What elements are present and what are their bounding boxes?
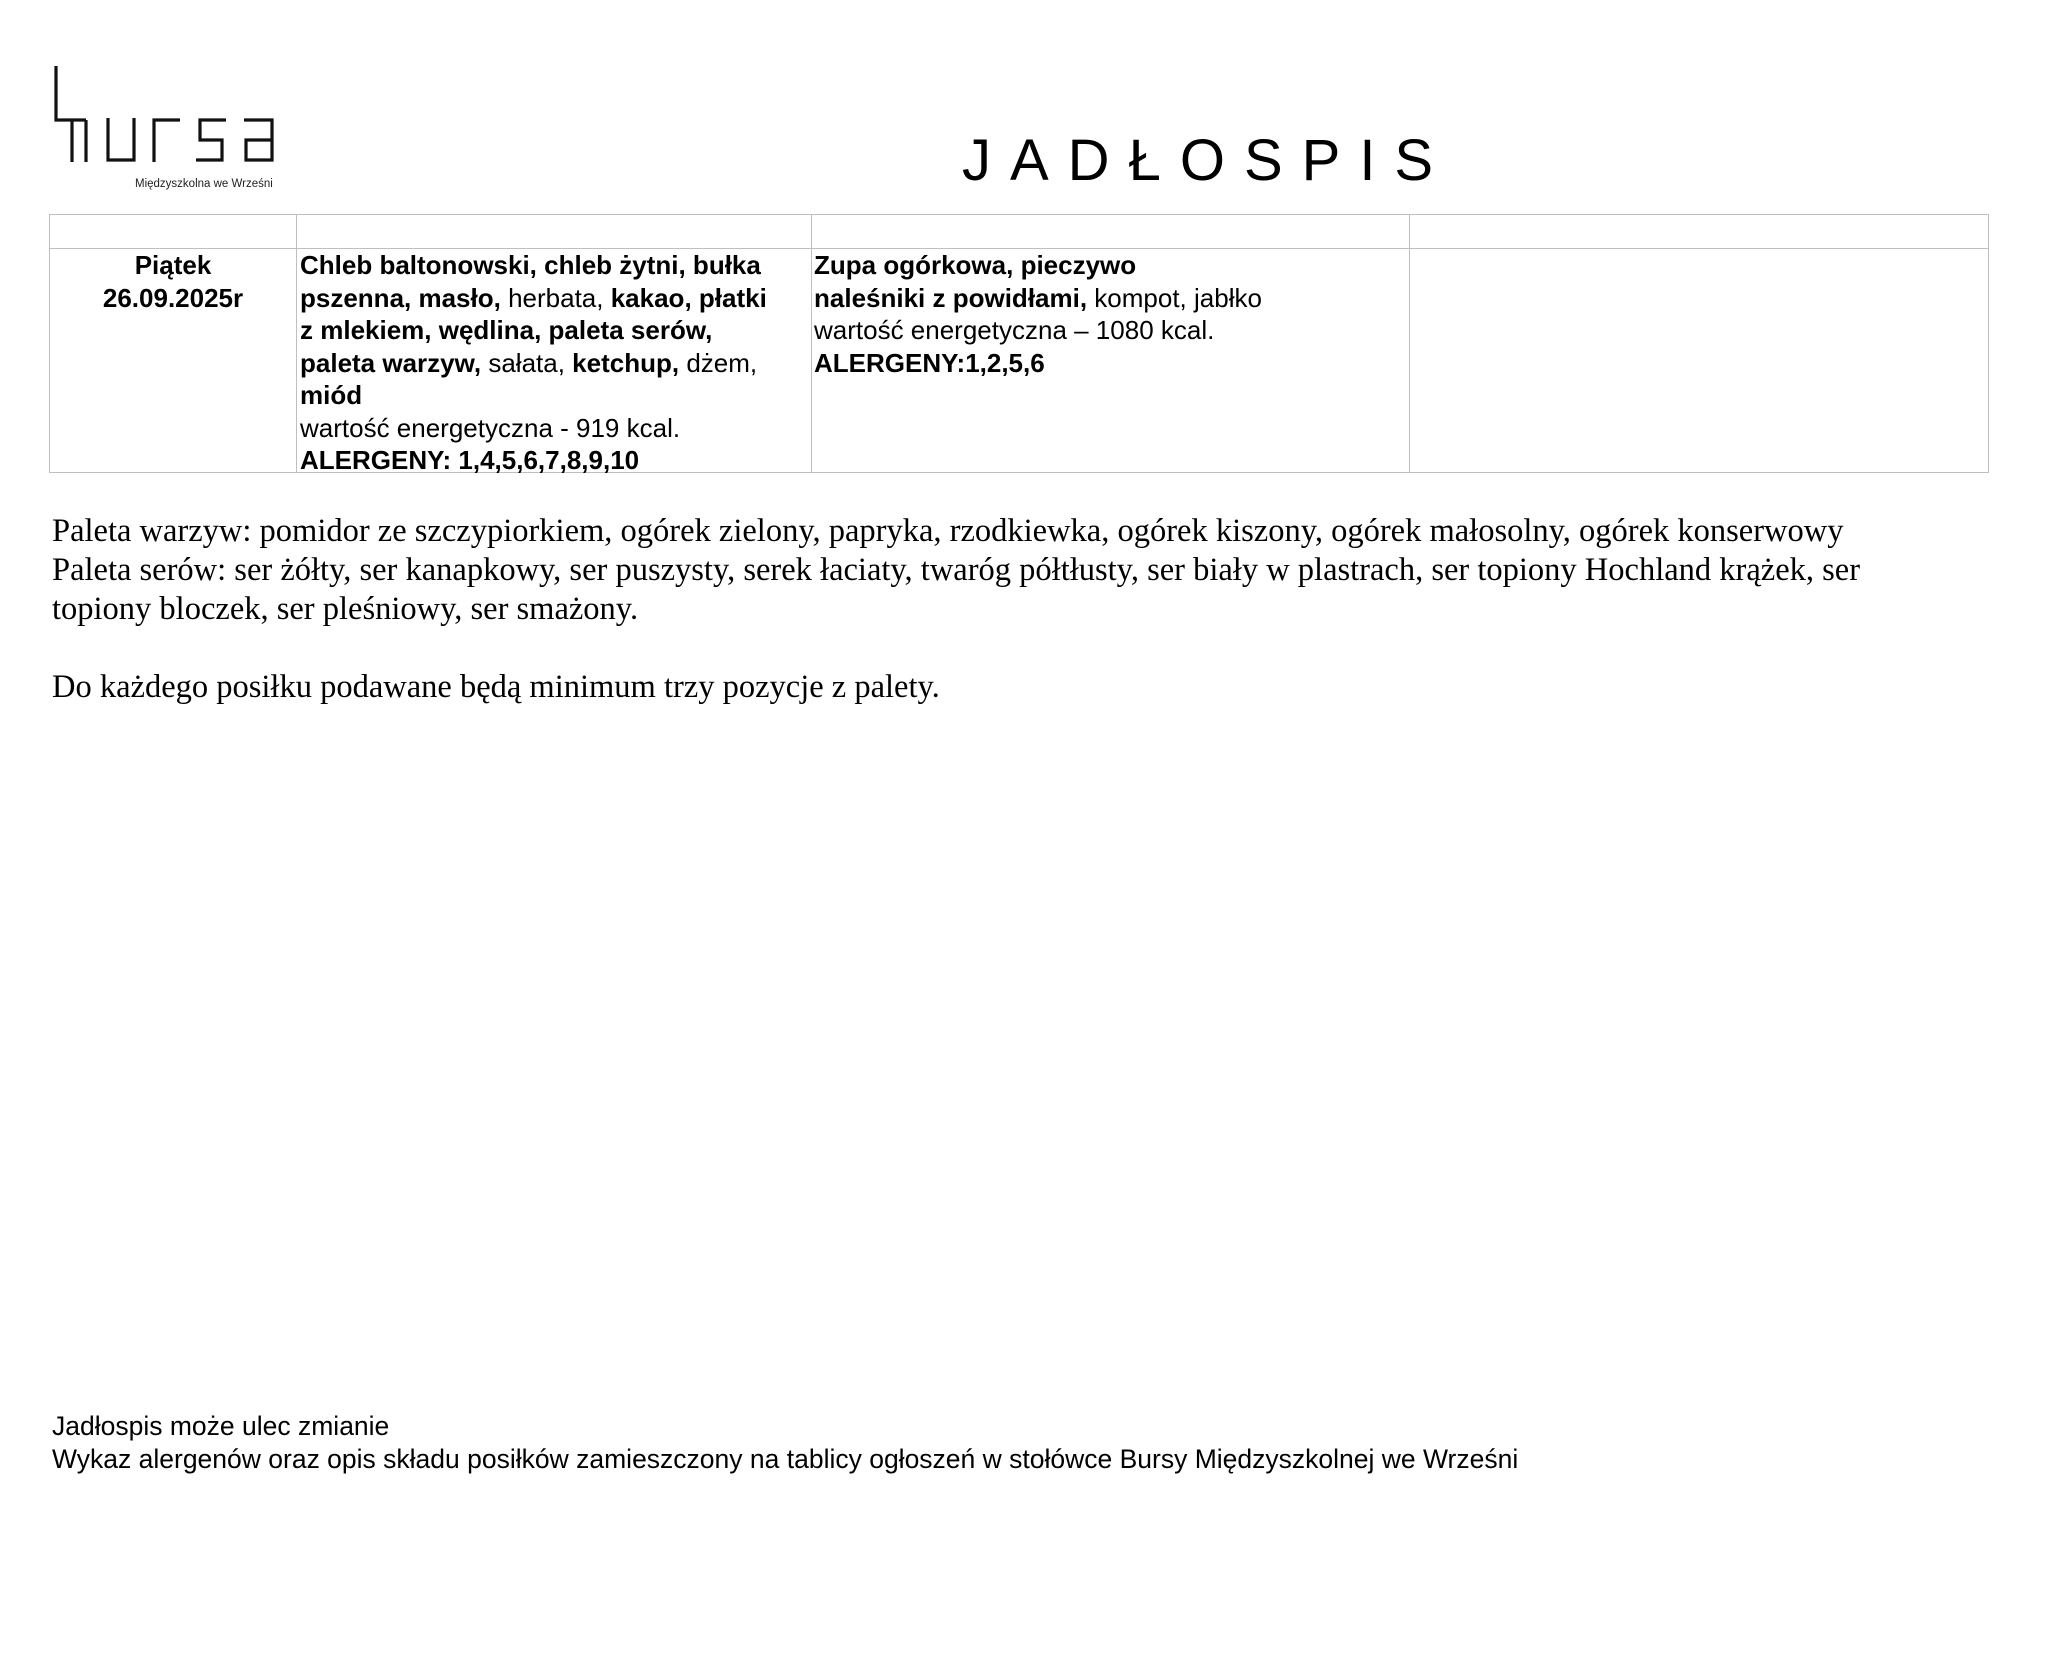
cheese-palette-note: Paleta serów: ser żółty, ser kanapkowy, ser puszysty, serek łaciaty, twaróg półtłusty, ser biały w plastrach, ser topiony Hochland krążek, ser (52, 552, 1861, 588)
breakfast-item-bold: paleta warzyw, (300, 347, 489, 378)
logo-caption: Międzyszkolna we Wrześni (135, 178, 273, 190)
spacer (52, 629, 1992, 668)
breakfast-cell (300, 249, 815, 477)
cheese-palette-note-cont: topiony bloczek, ser pleśniowy, ser smażony. (52, 591, 639, 627)
dinner-allergens: ALERGENY:1,2,5,6 (814, 347, 1045, 378)
table-top-row (50, 215, 1988, 249)
bursa-logo (50, 62, 312, 200)
breakfast-line: z mlekiem, wędlina, paleta serów, (300, 315, 713, 345)
footer-allergen-note: Wykaz alergenów oraz opis składu posiłków zamieszczony na tablicy ogłoszeń w stołówce Bursy Międzyszkolnej we Wrześni (52, 1443, 1519, 1474)
day-name: Piątek (134, 250, 212, 280)
breakfast-item-bold: ketchup, (572, 347, 687, 378)
vegetable-palette-note: Paleta warzyw: pomidor ze szczypiorkiem, ogórek zielony, papryka, rzodkiewka, ogórek kiszony, ogórek małosolny, ogórek konserwowy (52, 513, 1844, 549)
breakfast-line: Chleb baltonowski, chleb żytni, bułka (300, 250, 761, 280)
breakfast-item-bold: kakao, płatki (610, 282, 767, 313)
dinner-item-bold: naleśniki z powidłami, (814, 282, 1095, 313)
day-date: 26.09.2025r (102, 282, 244, 313)
dinner-line: Zupa ogórkowa, pieczywo (814, 250, 1137, 280)
column-divider (296, 215, 297, 472)
page-title: JADŁOSPIS (962, 128, 1453, 193)
breakfast-item: sałata, (488, 347, 573, 378)
breakfast-item: dżem, (686, 347, 758, 378)
day-cell (50, 249, 296, 314)
footer-change-note: Jadłospis może ulec zmianie (52, 1411, 390, 1441)
footer (52, 1410, 1518, 1475)
breakfast-line (300, 282, 815, 315)
dinner-item: kompot, jabłko (1094, 282, 1262, 313)
menu-table (49, 214, 1989, 473)
breakfast-line (300, 347, 815, 380)
breakfast-item-bold: pszenna, masło, (300, 282, 509, 313)
dinner-energy: wartość energetyczna – 1080 kcal. (814, 315, 1215, 345)
notes-section (52, 512, 1992, 707)
breakfast-energy: wartość energetyczna - 919 kcal. (300, 412, 681, 443)
dinner-cell (814, 249, 1404, 379)
dinner-line (814, 282, 1404, 315)
breakfast-item: herbata, (508, 282, 611, 313)
breakfast-line: miód (300, 380, 363, 410)
breakfast-allergens: ALERGENY: 1,4,5,6,7,8,9,10 (300, 445, 640, 475)
palette-rule-note: Do każdego posiłku podawane będą minimum trzy pozycje z palety. (52, 669, 940, 705)
column-divider (1409, 215, 1410, 472)
